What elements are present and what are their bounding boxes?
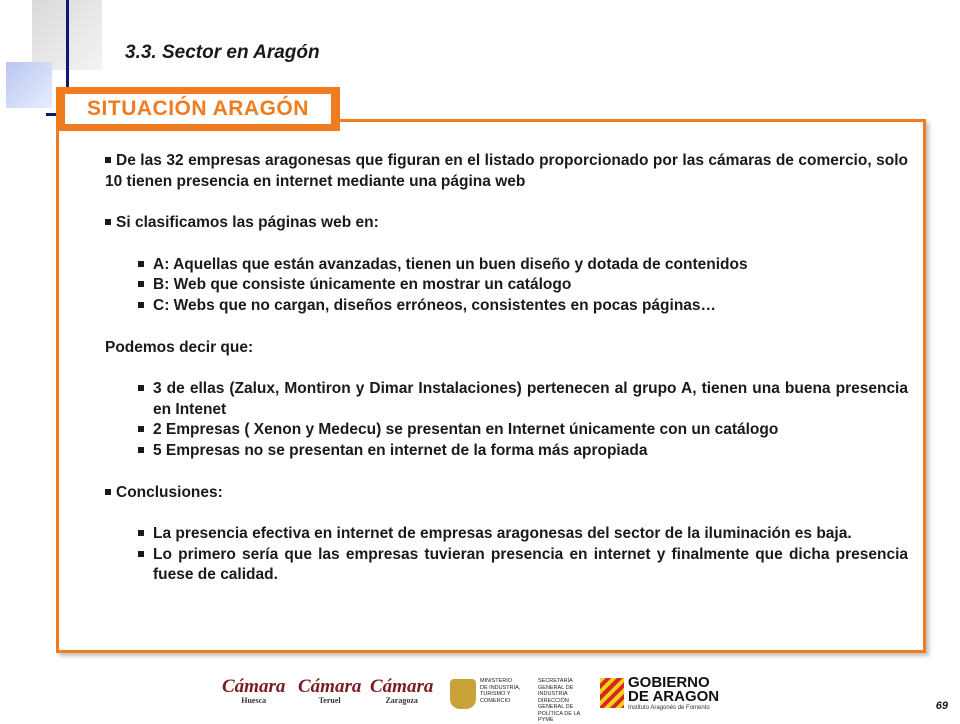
ministry-text-left: MINISTERIO DE INDUSTRIA, TURISMO Y COMERCIO bbox=[480, 678, 521, 704]
class-b-text: B: Web que consiste únicamente en mostrar un catálogo bbox=[153, 276, 572, 294]
bullet-icon bbox=[105, 157, 111, 163]
bullet-icon bbox=[138, 426, 144, 432]
section-tab bbox=[56, 87, 340, 131]
ministerio-logo bbox=[450, 677, 580, 723]
camara-logo-sub: Zaragoza bbox=[385, 696, 418, 705]
ministry-text-right: SECRETARÍA GENERAL DE INDUSTRIA DIRECCIÓN GENERAL DE POLÍTICA DE LA PYME bbox=[538, 678, 580, 723]
bullet-icon bbox=[105, 489, 111, 495]
list-item bbox=[105, 545, 908, 586]
gobierno-aragon-logo bbox=[600, 676, 720, 714]
camara-logo-text: Cámara bbox=[222, 676, 286, 697]
section-title: 3.3. Sector en Aragón bbox=[125, 42, 320, 63]
list-item bbox=[105, 255, 908, 276]
camara-zaragoza-logo bbox=[370, 678, 433, 706]
class-a-text: A: Aquellas que están avanzadas, tienen un buen diseño y dotada de contenidos bbox=[153, 255, 748, 273]
bullet-icon bbox=[138, 281, 144, 287]
finding-3-text: 5 Empresas no se presentan en internet de la forma más apropiada bbox=[153, 441, 648, 459]
classify-text: Si clasificamos las páginas web en: bbox=[116, 214, 379, 232]
finding-2-text: 2 Empresas ( Xenon y Medecu) se presentan en Internet únicamente con un catálogo bbox=[153, 421, 779, 439]
bullet-icon bbox=[138, 530, 144, 536]
list-item bbox=[105, 420, 908, 441]
camara-teruel-logo bbox=[298, 678, 361, 706]
conclusiones-text: Conclusiones: bbox=[116, 483, 223, 501]
paragraph-intro bbox=[105, 151, 908, 192]
list-item bbox=[105, 275, 908, 296]
tab-label: SITUACIÓN ARAGÓN bbox=[65, 94, 331, 124]
bullet-icon bbox=[138, 302, 144, 308]
slide-content bbox=[105, 151, 908, 586]
gobierno-text: GOBIERNO DE ARAGON bbox=[628, 674, 720, 705]
bullet-icon bbox=[105, 219, 111, 225]
page-number: 69 bbox=[935, 700, 948, 712]
bullet-icon bbox=[138, 261, 144, 267]
camara-logo-text: Cámara bbox=[370, 676, 434, 697]
class-c-text: C: Webs que no cargan, diseños erróneos, consistentes en pocas páginas… bbox=[153, 296, 717, 314]
conclusion-2-text: Lo primero sería que las empresas tuvieran presencia en internet y finalmente que dicha presencia fuese de calidad. bbox=[153, 545, 908, 584]
aragon-flag-icon bbox=[600, 678, 624, 708]
intro-text: De las 32 empresas aragonesas que figuran en el listado proporcionado por las cámaras de comercio, solo 10 tienen presencia en internet mediante una página web bbox=[105, 152, 908, 190]
list-item bbox=[105, 296, 908, 317]
paragraph-conclusiones bbox=[105, 483, 908, 504]
conclusion-1-text: La presencia efectiva en internet de empresas aragonesas del sector de la iluminación es baja. bbox=[153, 525, 852, 543]
coat-of-arms-icon bbox=[450, 679, 476, 709]
list-item bbox=[105, 379, 908, 420]
list-item bbox=[105, 441, 908, 462]
list-item bbox=[105, 524, 908, 545]
gobierno-sub: Instituto Aragonés de Fomento bbox=[628, 705, 710, 711]
bullet-icon bbox=[138, 551, 144, 557]
camara-logo-sub: Huesca bbox=[241, 696, 267, 705]
paragraph-classify bbox=[105, 213, 908, 234]
bullet-icon bbox=[138, 447, 144, 453]
camara-logo-text: Cámara bbox=[298, 676, 362, 697]
decor-square-blue bbox=[6, 62, 52, 108]
paragraph-podemos: Podemos decir que: bbox=[105, 338, 254, 356]
bullet-icon bbox=[138, 385, 144, 391]
finding-1-text: 3 de ellas (Zalux, Montiron y Dimar Instalaciones) pertenecen al grupo A, tienen una buena presencia en Intenet bbox=[153, 380, 908, 418]
camara-logo-sub: Teruel bbox=[318, 696, 341, 705]
camara-huesca-logo bbox=[222, 678, 285, 706]
